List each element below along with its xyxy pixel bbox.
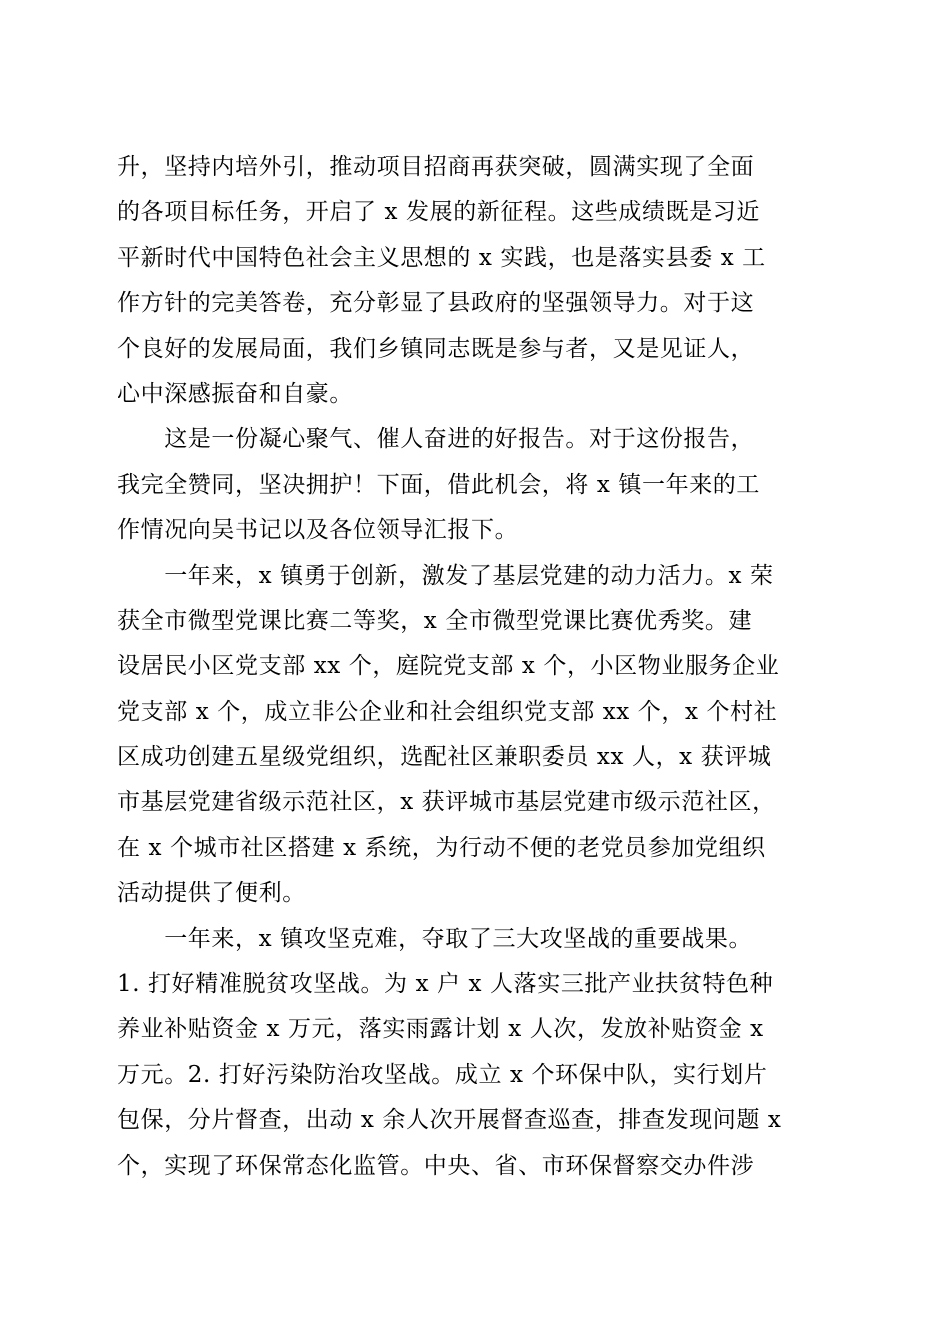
- text-line: 平新时代中国特色社会主义思想的 x 实践，也是落实县委 x 工: [117, 244, 766, 271]
- text-line: 这是一份凝心聚气、催人奋进的好报告。对于这份报告，: [117, 426, 755, 453]
- body-text: [117, 145, 837, 1189]
- text-line: 1. 打好精准脱贫攻坚战。为 x 户 x 人落实三批产业扶贫特色种: [117, 971, 774, 998]
- text-line: 一年来，x 镇攻坚克难，夺取了三大攻坚战的重要战果。: [117, 925, 753, 952]
- text-line: 设居民小区党支部 xx 个，庭院党支部 x 个，小区物业服务企业: [117, 653, 780, 680]
- text-line: 作方针的完美答卷，充分彰显了县政府的坚强领导力。对于这: [117, 290, 755, 317]
- text-line: 心中深感振奋和自豪。: [117, 380, 353, 407]
- text-line: 区成功创建五星级党组织，选配社区兼职委员 xx 人，x 获评城: [117, 744, 772, 771]
- text-line: 市基层党建省级示范社区，x 获评城市基层党建市级示范社区，: [117, 789, 776, 816]
- text-line: 活动提供了便利。: [117, 880, 306, 907]
- text-line: 我完全赞同，坚决拥护！下面，借此机会，将 x 镇一年来的工: [117, 471, 760, 498]
- text-line: 一年来，x 镇勇于创新，激发了基层党建的动力活力。x 荣: [117, 562, 774, 589]
- text-line: 党支部 x 个，成立非公企业和社会组织党支部 xx 个，x 个村社: [117, 698, 778, 725]
- text-line: 升，坚持内培外引，推动项目招商再获突破，圆满实现了全面: [117, 154, 755, 180]
- text-line: 个，实现了环保常态化监管。中央、省、市环保督察交办件涉: [117, 1152, 755, 1179]
- text-line: 作情况向吴书记以及各位领导汇报下。: [117, 517, 519, 544]
- text-line: 的各项目标任务，开启了 x 发展的新征程。这些成绩既是习近: [117, 199, 760, 226]
- text-line: 养业补贴资金 x 万元，落实雨露计划 x 人次，发放补贴资金 x: [117, 1016, 764, 1043]
- text-line: 获全市微型党课比赛二等奖，x 全市微型党课比赛优秀奖。建: [117, 607, 753, 634]
- text-line: 个良好的发展局面，我们乡镇同志既是参与者，又是见证人，: [117, 335, 755, 362]
- text-line: 万元。2. 打好污染防治攻坚战。成立 x 个环保中队，实行划片: [117, 1061, 768, 1088]
- text-line: 在 x 个城市社区搭建 x 系统，为行动不便的老党员参加党组织: [117, 834, 766, 861]
- text-line: 包保，分片督查，出动 x 余人次开展督查巡查，排查发现问题 x: [117, 1107, 782, 1134]
